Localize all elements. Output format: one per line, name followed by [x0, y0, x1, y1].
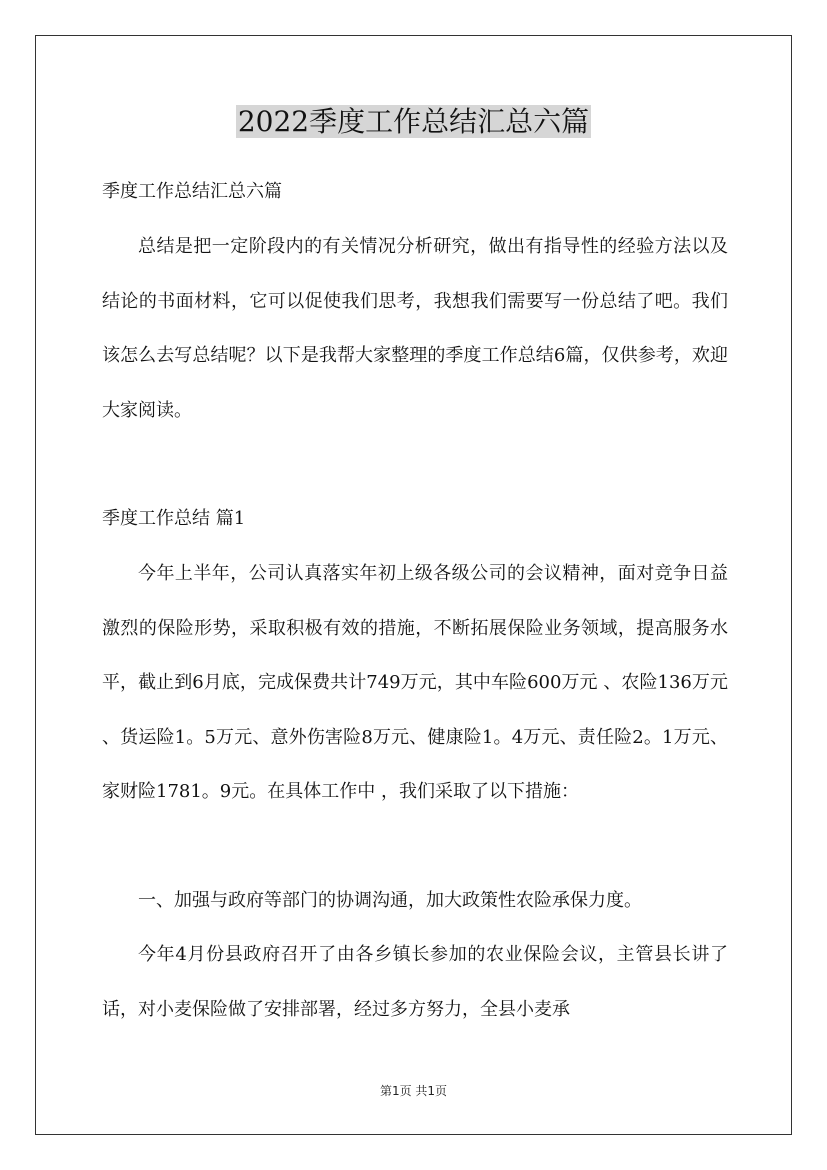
body-paragraph-3: 今年4月份县政府召开了由各乡镇长参加的农业保险会议，主管县长讲了话，对小麦保险做了安排部署，经过多方努力，全县小麦承 — [102, 944, 728, 1020]
document-title — [0, 100, 827, 144]
body-paragraph-2: 一、加强与政府等部门的协调沟通，加大政策性农险承保力度。 — [138, 890, 642, 911]
document-title-text: 2022季度工作总结汇总六篇 — [237, 105, 590, 138]
page-footer: 第1页 共1页 — [379, 1084, 448, 1098]
body-paragraph-1: 今年上半年，公司认真落实年初上级各级公司的会议精神，面对竞争日益激烈的保险形势，采取积极有效的措施，不断拓展保险业务领域，提高服务水平，截止到6月底，完成保费共计749万元，其中车险600万元 、农险136万元 、货运险1。5万元、意外伤害险8万元、健康险1。4万元、责任险2。1万元、家财险1781。9元。在具体工作中 ，我们采取了以下措施： — [102, 563, 728, 802]
section-heading: 季度工作总结 篇1 — [102, 508, 246, 529]
document-subtitle: 季度工作总结汇总六篇 — [102, 181, 282, 202]
intro-paragraph: 总结是把一定阶段内的有关情况分析研究，做出有指导性的经验方法以及结论的书面材料，它可以促使我们思考，我想我们需要写一份总结了吧。我们该怎么去写总结呢？以下是我帮大家整理的季度工作总结6篇，仅供参考，欢迎大家阅读。 — [102, 236, 728, 421]
